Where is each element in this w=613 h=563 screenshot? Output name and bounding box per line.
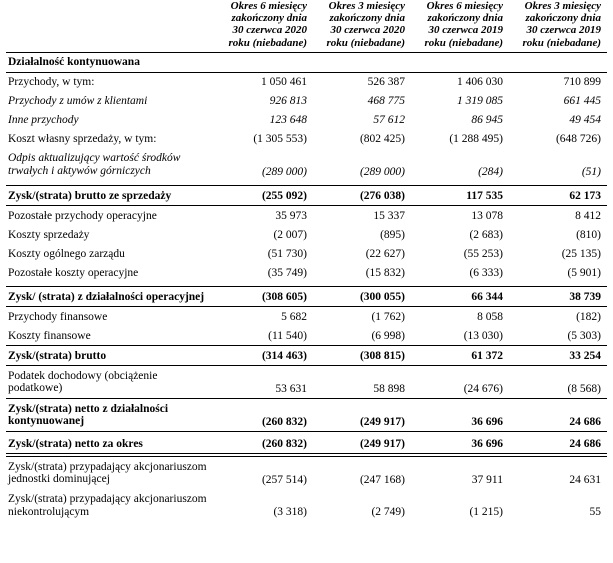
row-label: Podatek dochodowy (obciążenie podatkowe) (8, 369, 158, 395)
row-value: (1 215) (469, 506, 503, 519)
table-row (6, 52, 607, 72)
row-label: Zysk/(strata) przypadający akcjonariuszom jednostki dominującej (6, 457, 215, 490)
column-header-3 (411, 0, 509, 52)
row-label: Zysk/(strata) brutto (6, 346, 215, 366)
col3-line4: roku (niebadane) (424, 36, 503, 49)
row-label: Koszty finansowe (8, 329, 91, 342)
row-value: 36 696 (411, 434, 509, 454)
table-row (6, 72, 607, 92)
col2-line3: 30 czerwca 2020 (330, 24, 405, 37)
row-value: (308 815) (313, 346, 411, 366)
income-statement-table (6, 0, 607, 522)
row-value: 61 372 (411, 346, 509, 366)
row-value: 37 911 (411, 457, 509, 490)
row-value: 53 631 (275, 382, 307, 395)
row-label: Koszty sprzedaży (8, 228, 90, 241)
row-value: (1 288 495) (449, 133, 503, 146)
row-value: (8 568) (567, 382, 601, 395)
row-value: 1 406 030 (411, 72, 509, 92)
column-header-4 (509, 0, 607, 52)
row-value: (2 683) (469, 228, 503, 241)
header-blank (6, 0, 215, 52)
row-value: (289 000) (261, 165, 307, 178)
col2-line4: roku (niebadane) (326, 36, 405, 49)
row-label: Zysk/(strata) netto za okres (6, 434, 215, 454)
table-row (6, 287, 607, 307)
row-label: Przychody finansowe (8, 310, 108, 323)
table-row (6, 399, 607, 432)
row-value: (247 168) (313, 457, 411, 490)
row-label: Pozostałe przychody operacyjne (8, 209, 157, 222)
row-value: (55 253) (463, 247, 503, 260)
table-row (6, 434, 607, 454)
row-value: (810) (576, 228, 601, 241)
row-value: (648 726) (555, 133, 601, 146)
row-value: 57 612 (373, 114, 405, 127)
row-value: (15 832) (365, 266, 405, 279)
col4-line1: Okres 3 miesięcy (524, 0, 601, 12)
row-value: (276 038) (313, 186, 411, 206)
row-label: Koszty ogólnego zarządu (8, 247, 125, 260)
row-value: (249 917) (313, 399, 411, 432)
row-value: (35 749) (267, 266, 307, 279)
row-value: (5 901) (567, 266, 601, 279)
row-label: Przychody, w tym: (6, 72, 215, 92)
col3-line1: Okres 6 miesięcy (426, 0, 503, 12)
row-value: (5 303) (567, 329, 601, 342)
col4-line3: 30 czerwca 2019 (526, 24, 601, 37)
col1-line4: roku (niebadane) (228, 36, 307, 49)
row-label: Koszt własny sprzedaży, w tym: (8, 133, 157, 146)
col3-line2: zakończony dnia (427, 12, 503, 25)
row-value: (11 540) (268, 329, 307, 342)
row-value: (314 463) (215, 346, 313, 366)
table-row (6, 130, 607, 149)
row-value: (51) (581, 165, 601, 178)
table-row (6, 307, 607, 327)
table-row (6, 366, 607, 399)
table-row (6, 346, 607, 366)
table-body (6, 52, 607, 521)
table-row (6, 244, 607, 263)
row-value: (25 135) (561, 247, 601, 260)
row-value: 33 254 (509, 346, 607, 366)
row-value: 117 535 (411, 186, 509, 206)
row-value: (13 030) (463, 329, 503, 342)
row-value: 24 631 (509, 457, 607, 490)
col4-line4: roku (niebadane) (522, 36, 601, 49)
row-value: 38 739 (509, 287, 607, 307)
row-value: (6 333) (469, 266, 503, 279)
row-value: (6 998) (371, 329, 405, 342)
table-header (6, 0, 607, 52)
row-value: (182) (576, 310, 601, 323)
row-value: (2 007) (273, 228, 307, 241)
row-value: 62 173 (509, 186, 607, 206)
row-value: (3 318) (273, 506, 307, 519)
row-value: (1 762) (371, 310, 405, 323)
row-value: (2 749) (371, 506, 405, 519)
row-value: (802 425) (359, 133, 405, 146)
col2-line2: zakończony dnia (329, 12, 405, 25)
row-value: 36 696 (411, 399, 509, 432)
row-value (411, 52, 509, 72)
row-value: 926 813 (269, 95, 307, 108)
row-value: (895) (380, 228, 405, 241)
row-value: 35 973 (275, 209, 307, 222)
table-row (6, 326, 607, 346)
row-value (313, 52, 411, 72)
table-row (6, 92, 607, 111)
table-row (6, 149, 607, 181)
row-label: Zysk/(strata) netto z działalności kontynuowanej (6, 399, 215, 432)
row-value: 13 078 (471, 209, 503, 222)
row-value: 24 686 (509, 399, 607, 432)
column-header-2 (313, 0, 411, 52)
row-label: Pozostałe koszty operacyjne (8, 266, 139, 279)
row-label: Odpis aktualizujący wartość środków trwałych i aktywów górniczych (8, 152, 181, 177)
row-value: 24 686 (509, 434, 607, 454)
row-value: (308 605) (215, 287, 313, 307)
row-value: (300 055) (313, 287, 411, 307)
table-row (6, 225, 607, 244)
header-row (6, 0, 607, 52)
row-value: 49 454 (569, 114, 601, 127)
row-value: (255 092) (215, 186, 313, 206)
row-value: (260 832) (215, 399, 313, 432)
row-value: (260 832) (215, 434, 313, 454)
row-value: (24 676) (463, 382, 503, 395)
row-value: (284) (478, 165, 503, 178)
table-row (6, 206, 607, 226)
row-value: (51 730) (267, 247, 307, 260)
row-value: 5 682 (281, 310, 307, 323)
row-value: 710 899 (509, 72, 607, 92)
row-value: 8 412 (575, 209, 601, 222)
col2-line1: Okres 3 miesięcy (328, 0, 405, 12)
row-value: 66 344 (411, 287, 509, 307)
row-value (215, 52, 313, 72)
row-value: (1 305 553) (253, 133, 307, 146)
table-row (6, 111, 607, 130)
table-row (6, 186, 607, 206)
col1-line3: 30 czerwca 2020 (232, 24, 307, 37)
row-value: 86 945 (471, 114, 503, 127)
row-label: Zysk/ (strata) z działalności operacyjnej (6, 287, 215, 307)
col1-line1: Okres 6 miesięcy (230, 0, 307, 12)
row-value: 1 319 085 (457, 95, 503, 108)
table-row (6, 457, 607, 490)
table-row (6, 490, 607, 522)
row-value: (257 514) (215, 457, 313, 490)
row-label: Inne przychody (8, 114, 79, 127)
row-value: 123 648 (269, 114, 307, 127)
col1-line2: zakończony dnia (231, 12, 307, 25)
row-value: 468 775 (367, 95, 405, 108)
col3-line3: 30 czerwca 2019 (428, 24, 503, 37)
col4-line2: zakończony dnia (525, 12, 601, 25)
row-label: Działalność kontynuowana (6, 52, 215, 72)
row-value: 55 (589, 506, 601, 519)
row-value: (22 627) (365, 247, 405, 260)
row-value: 8 058 (477, 310, 503, 323)
column-header-1 (215, 0, 313, 52)
row-value: 15 337 (373, 209, 405, 222)
row-value: 58 898 (373, 382, 405, 395)
row-value: (289 000) (359, 165, 405, 178)
row-value: 526 387 (313, 72, 411, 92)
row-value: (249 917) (313, 434, 411, 454)
row-label: Zysk/(strata) przypadający akcjonariuszom niekontrolującym (8, 493, 207, 518)
row-value (509, 52, 607, 72)
row-label: Przychody z umów z klientami (8, 95, 148, 108)
table-row (6, 263, 607, 282)
row-label: Zysk/(strata) brutto ze sprzedaży (6, 186, 215, 206)
row-value: 661 445 (563, 95, 601, 108)
row-value: 1 050 461 (215, 72, 313, 92)
